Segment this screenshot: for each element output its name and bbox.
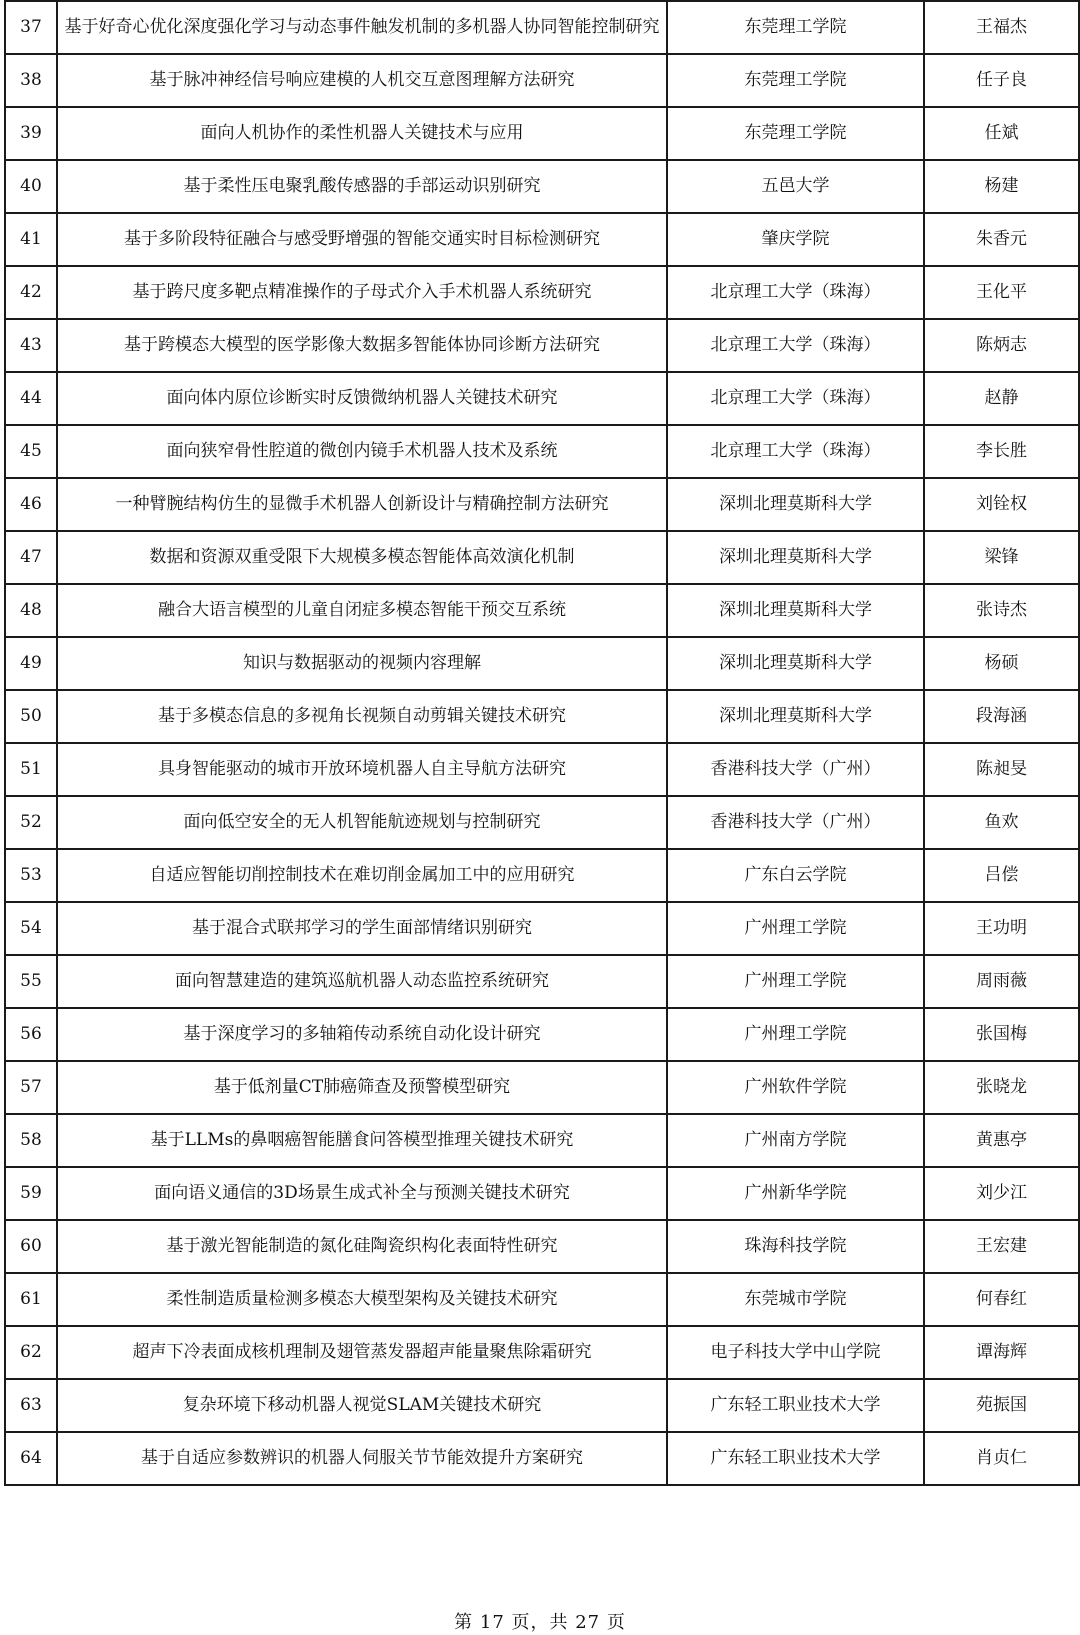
project-leader: 王化平	[924, 266, 1079, 319]
institution-name: 广东轻工职业技术大学	[667, 1432, 924, 1485]
institution-name: 北京理工大学（珠海）	[667, 425, 924, 478]
project-leader: 鱼欢	[924, 796, 1079, 849]
project-leader: 苑振国	[924, 1379, 1079, 1432]
row-number: 48	[5, 584, 57, 637]
institution-name: 深圳北理莫斯科大学	[667, 690, 924, 743]
table-row	[5, 1326, 1079, 1379]
institution-name: 深圳北理莫斯科大学	[667, 478, 924, 531]
row-number: 43	[5, 319, 57, 372]
project-title: 基于自适应参数辨识的机器人伺服关节节能效提升方案研究	[57, 1432, 667, 1485]
project-title: 超声下冷表面成核机理制及翅管蒸发器超声能量聚焦除霜研究	[57, 1326, 667, 1379]
table-row	[5, 637, 1079, 690]
project-title: 面向体内原位诊断实时反馈微纳机器人关键技术研究	[57, 372, 667, 425]
institution-name: 香港科技大学（广州）	[667, 743, 924, 796]
project-title: 具身智能驱动的城市开放环境机器人自主导航方法研究	[57, 743, 667, 796]
institution-name: 深圳北理莫斯科大学	[667, 531, 924, 584]
row-number: 62	[5, 1326, 57, 1379]
project-title: 基于柔性压电聚乳酸传感器的手部运动识别研究	[57, 160, 667, 213]
project-leader: 肖贞仁	[924, 1432, 1079, 1485]
institution-name: 广州理工学院	[667, 902, 924, 955]
row-number: 63	[5, 1379, 57, 1432]
project-title: 基于多阶段特征融合与感受野增强的智能交通实时目标检测研究	[57, 213, 667, 266]
table-row	[5, 1008, 1079, 1061]
project-leader: 何春红	[924, 1273, 1079, 1326]
table-row	[5, 425, 1079, 478]
project-title: 基于低剂量CT肺癌筛查及预警模型研究	[57, 1061, 667, 1114]
table-body	[5, 1, 1079, 1485]
institution-name: 肇庆学院	[667, 213, 924, 266]
project-leader: 张晓龙	[924, 1061, 1079, 1114]
row-number: 46	[5, 478, 57, 531]
row-number: 49	[5, 637, 57, 690]
project-title: 融合大语言模型的儿童自闭症多模态智能干预交互系统	[57, 584, 667, 637]
page-number-footer: 第 17 页，共 27 页	[454, 1612, 626, 1633]
project-leader: 王福杰	[924, 1, 1079, 54]
project-title: 面向人机协作的柔性机器人关键技术与应用	[57, 107, 667, 160]
project-title: 基于跨模态大模型的医学影像大数据多智能体协同诊断方法研究	[57, 319, 667, 372]
project-leader: 吕偿	[924, 849, 1079, 902]
row-number: 44	[5, 372, 57, 425]
table-row	[5, 213, 1079, 266]
project-title: 数据和资源双重受限下大规模多模态智能体高效演化机制	[57, 531, 667, 584]
project-leader: 张诗杰	[924, 584, 1079, 637]
row-number: 53	[5, 849, 57, 902]
project-title: 面向智慧建造的建筑巡航机器人动态监控系统研究	[57, 955, 667, 1008]
table-row	[5, 319, 1079, 372]
project-title: 面向低空安全的无人机智能航迹规划与控制研究	[57, 796, 667, 849]
institution-name: 深圳北理莫斯科大学	[667, 584, 924, 637]
table-row	[5, 796, 1079, 849]
project-leader: 朱香元	[924, 213, 1079, 266]
row-number: 56	[5, 1008, 57, 1061]
institution-name: 广州软件学院	[667, 1061, 924, 1114]
table-row	[5, 584, 1079, 637]
project-leader: 陈昶旻	[924, 743, 1079, 796]
row-number: 64	[5, 1432, 57, 1485]
project-title: 基于脉冲神经信号响应建模的人机交互意图理解方法研究	[57, 54, 667, 107]
project-leader: 李长胜	[924, 425, 1079, 478]
row-number: 42	[5, 266, 57, 319]
row-number: 60	[5, 1220, 57, 1273]
project-leader: 黄惠亭	[924, 1114, 1079, 1167]
institution-name: 电子科技大学中山学院	[667, 1326, 924, 1379]
institution-name: 广东白云学院	[667, 849, 924, 902]
table-row	[5, 902, 1079, 955]
institution-name: 广东轻工职业技术大学	[667, 1379, 924, 1432]
table-row	[5, 107, 1079, 160]
project-title: 基于LLMs的鼻咽癌智能膳食问答模型推理关键技术研究	[57, 1114, 667, 1167]
row-number: 55	[5, 955, 57, 1008]
project-title: 柔性制造质量检测多模态大模型架构及关键技术研究	[57, 1273, 667, 1326]
row-number: 38	[5, 54, 57, 107]
table-row	[5, 266, 1079, 319]
row-number: 51	[5, 743, 57, 796]
project-title: 面向狭窄骨性腔道的微创内镜手术机器人技术及系统	[57, 425, 667, 478]
project-leader: 谭海辉	[924, 1326, 1079, 1379]
table-row	[5, 849, 1079, 902]
table-row	[5, 1061, 1079, 1114]
project-leader: 陈炳志	[924, 319, 1079, 372]
project-leader: 王功明	[924, 902, 1079, 955]
project-title: 基于深度学习的多轴箱传动系统自动化设计研究	[57, 1008, 667, 1061]
row-number: 39	[5, 107, 57, 160]
table-row	[5, 160, 1079, 213]
project-leader: 刘铨权	[924, 478, 1079, 531]
table-row	[5, 955, 1079, 1008]
institution-name: 广州理工学院	[667, 1008, 924, 1061]
project-leader: 杨建	[924, 160, 1079, 213]
row-number: 50	[5, 690, 57, 743]
institution-name: 北京理工大学（珠海）	[667, 266, 924, 319]
institution-name: 广州南方学院	[667, 1114, 924, 1167]
project-title: 一种臂腕结构仿生的显微手术机器人创新设计与精确控制方法研究	[57, 478, 667, 531]
institution-name: 珠海科技学院	[667, 1220, 924, 1273]
project-leader: 周雨薇	[924, 955, 1079, 1008]
project-table	[4, 0, 1080, 1486]
project-title: 知识与数据驱动的视频内容理解	[57, 637, 667, 690]
institution-name: 东莞理工学院	[667, 1, 924, 54]
row-number: 37	[5, 1, 57, 54]
institution-name: 东莞城市学院	[667, 1273, 924, 1326]
institution-name: 北京理工大学（珠海）	[667, 319, 924, 372]
project-leader: 梁锋	[924, 531, 1079, 584]
row-number: 40	[5, 160, 57, 213]
institution-name: 深圳北理莫斯科大学	[667, 637, 924, 690]
project-title: 基于混合式联邦学习的学生面部情绪识别研究	[57, 902, 667, 955]
row-number: 54	[5, 902, 57, 955]
row-number: 58	[5, 1114, 57, 1167]
row-number: 45	[5, 425, 57, 478]
project-leader: 段海涵	[924, 690, 1079, 743]
row-number: 61	[5, 1273, 57, 1326]
project-leader: 任斌	[924, 107, 1079, 160]
table-row	[5, 372, 1079, 425]
project-leader: 刘少江	[924, 1167, 1079, 1220]
project-leader: 杨硕	[924, 637, 1079, 690]
institution-name: 广州新华学院	[667, 1167, 924, 1220]
institution-name: 广州理工学院	[667, 955, 924, 1008]
institution-name: 香港科技大学（广州）	[667, 796, 924, 849]
project-title: 自适应智能切削控制技术在难切削金属加工中的应用研究	[57, 849, 667, 902]
table-row	[5, 1114, 1079, 1167]
table-row	[5, 1432, 1079, 1485]
project-title: 基于好奇心优化深度强化学习与动态事件触发机制的多机器人协同智能控制研究	[57, 1, 667, 54]
project-title: 面向语义通信的3D场景生成式补全与预测关键技术研究	[57, 1167, 667, 1220]
table-row	[5, 743, 1079, 796]
table-row	[5, 1220, 1079, 1273]
table-row	[5, 1379, 1079, 1432]
table-row	[5, 54, 1079, 107]
project-leader: 王宏建	[924, 1220, 1079, 1273]
table-row	[5, 1, 1079, 54]
table-row	[5, 531, 1079, 584]
project-leader: 赵静	[924, 372, 1079, 425]
project-leader: 任子良	[924, 54, 1079, 107]
table-row	[5, 1167, 1079, 1220]
institution-name: 北京理工大学（珠海）	[667, 372, 924, 425]
table-row	[5, 690, 1079, 743]
institution-name: 东莞理工学院	[667, 54, 924, 107]
row-number: 52	[5, 796, 57, 849]
institution-name: 东莞理工学院	[667, 107, 924, 160]
row-number: 59	[5, 1167, 57, 1220]
institution-name: 五邑大学	[667, 160, 924, 213]
project-leader: 张国梅	[924, 1008, 1079, 1061]
table-row	[5, 478, 1079, 531]
row-number: 41	[5, 213, 57, 266]
project-title: 复杂环境下移动机器人视觉SLAM关键技术研究	[57, 1379, 667, 1432]
table-row	[5, 1273, 1079, 1326]
project-title: 基于多模态信息的多视角长视频自动剪辑关键技术研究	[57, 690, 667, 743]
project-title: 基于跨尺度多靶点精准操作的子母式介入手术机器人系统研究	[57, 266, 667, 319]
project-title: 基于激光智能制造的氮化硅陶瓷织构化表面特性研究	[57, 1220, 667, 1273]
row-number: 47	[5, 531, 57, 584]
row-number: 57	[5, 1061, 57, 1114]
